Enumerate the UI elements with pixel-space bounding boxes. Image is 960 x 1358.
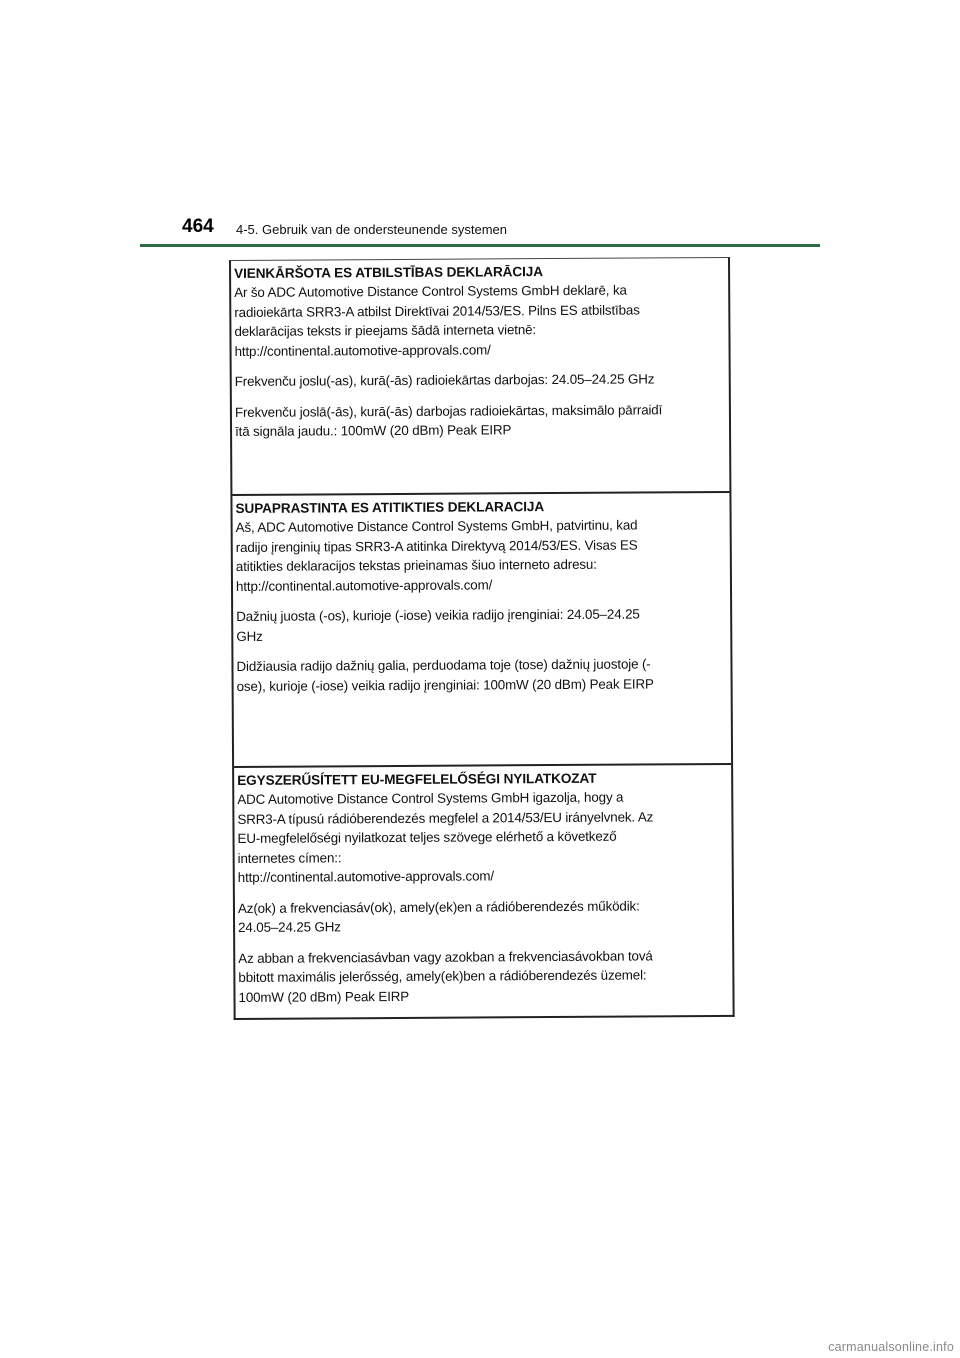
declaration-title: VIENKĀRŠOTA ES ATBILSTĪBAS DEKLARĀCIJA <box>234 264 543 281</box>
text-line: Az abban a frekvenciasávban vagy azokban a frekvenciasávokban tová <box>238 947 653 966</box>
frequency-band <box>236 604 727 646</box>
text-line: atitikties deklaracijos tekstas prieinamas šiuo interneto adresu: <box>235 556 597 574</box>
text-line: bbitott maximális jelerősség, amely(ek)ben a rádióberendezés üzemel: <box>238 967 647 985</box>
text-line: Didžiausia radijo dažnių galia, perduodama toje (tose) dažnių juostoje (- <box>236 656 651 674</box>
text-line: radioiekārta SRR3-A atbilst Direktīvai 2014/53/ES. Pilns ES atbilstības <box>234 301 640 320</box>
declarations-scan <box>229 257 735 1020</box>
text-line: Dažnių juosta (-os), kurioje (-iose) veikia radijo įrenginiai: 24.05–24.25 <box>236 606 640 624</box>
text-line: radijo įrenginių tipas SRR3-A atitinka Direktyvą 2014/53/ES. Visas ES <box>235 537 638 555</box>
text-line: Aš, ADC Automotive Distance Control Systems GmbH, patvirtinu, kad <box>235 517 638 535</box>
section-title: 4-5. Gebruik van de ondersteunende systemen <box>236 222 508 237</box>
text-line: Frekvenču joslā(-ās), kurā(-ās) darbojas radioiekārtas, maksimālo pārraidī <box>234 401 663 420</box>
frequency-band <box>235 369 726 391</box>
declaration-statement <box>234 280 725 361</box>
text-line: Ar šo ADC Automotive Distance Control Systems GmbH deklarē, ka <box>234 282 627 300</box>
text-line: Az(ok) a frekvenciasáv(ok), amely(ek)en a rádióberendezés működik: <box>237 898 640 916</box>
url-line: http://continental.automotive-approvals.com/ <box>235 576 493 594</box>
declaration-latvian <box>231 258 729 494</box>
declaration-title: SUPAPRASTINTA ES ATITIKTIES DEKLARACIJA <box>235 499 545 516</box>
page-number: 464 <box>182 216 214 237</box>
url-line: http://continental.automotive-approvals.com/ <box>237 868 494 885</box>
declaration-statement <box>237 787 729 887</box>
url-line: http://continental.automotive-approvals.com/ <box>234 341 491 359</box>
text-line: EU-megfelelőségi nyilatkozat teljes szövege elérhető a következő <box>237 828 617 846</box>
max-power <box>235 399 726 441</box>
declaration-title: EGYSZERŰSÍTETT EU-MEGFELELŐSÉGI NYILATKOZAT <box>237 770 597 788</box>
text-line: 100mW (20 dBm) Peak EIRP <box>238 988 410 1005</box>
max-power <box>238 945 729 1006</box>
max-power <box>236 654 727 696</box>
text-line: GHz <box>236 628 263 644</box>
declaration-hungarian <box>234 763 733 1019</box>
text-line: internetes címen:: <box>237 849 342 866</box>
text-line: 24.05–24.25 GHz <box>238 919 341 935</box>
frequency-band <box>238 895 729 937</box>
declaration-statement <box>236 515 727 596</box>
text-line: ADC Automotive Distance Control Systems GmbH igazolja, hogy a <box>237 789 624 807</box>
page-header <box>140 214 820 247</box>
text-line: ītā signāla jaudu.: 100mW (20 dBm) Peak EIRP <box>235 422 512 439</box>
text-line: ose), kurioje (-iose) veikia radijo įrenginiai: 100mW (20 dBm) Peak EIRP <box>236 675 654 694</box>
text-line: SRR3-A típusú rádióberendezés megfelel a 2014/53/EU irányelvnek. Az <box>237 808 654 827</box>
text-line: Frekvenču joslu(-as), kurā(-ās) radioiekārtas darbojas: 24.05–24.25 GHz <box>234 371 655 389</box>
text-line: deklarācijas teksts ir pieejams šādā interneta vietnē: <box>234 322 537 339</box>
watermark: carmanualsonline.info <box>828 1340 954 1354</box>
declaration-lithuanian <box>232 491 731 766</box>
